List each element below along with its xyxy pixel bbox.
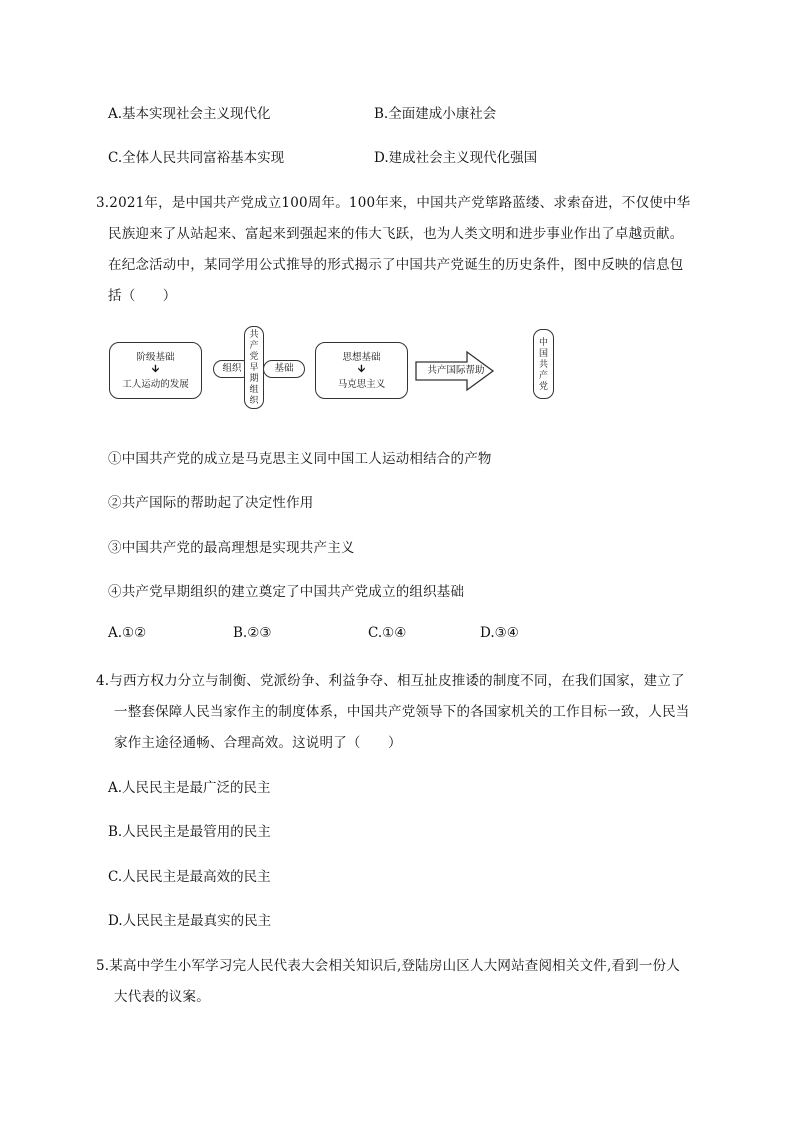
cpc-char: 共 bbox=[538, 360, 548, 370]
q2-option-b: B.全面建成小康社会 bbox=[374, 106, 497, 122]
q5-stem-line-2: 大代表的议案。 bbox=[114, 989, 210, 1005]
thought-basis-content: 马克思主义 bbox=[337, 379, 386, 390]
class-basis-title: 阶级基础 bbox=[136, 352, 175, 363]
q2-option-c: C.全体人民共同富裕基本实现 bbox=[108, 150, 285, 166]
cpc-char: 党 bbox=[538, 382, 548, 392]
cpc-char: 产 bbox=[538, 371, 548, 381]
thought-basis-box bbox=[315, 342, 408, 399]
down-arrow-icon: 🡫 bbox=[357, 364, 366, 375]
class-basis-box bbox=[109, 342, 202, 399]
q3-statement-2: ②共产国际的帮助起了决定性作用 bbox=[108, 495, 314, 511]
q3-statement-3: ③中国共产党的最高理想是实现共产主义 bbox=[108, 540, 355, 556]
q4-option-b: B.人民民主是最管用的民主 bbox=[108, 824, 271, 840]
q3-statement-4: ④共产党早期组织的建立奠定了中国共产党成立的组织基础 bbox=[108, 584, 465, 600]
early-org-char: 党 bbox=[249, 352, 259, 362]
comintern-help-label: 共产国际帮助 bbox=[427, 365, 485, 376]
q3-option-d: D.③④ bbox=[480, 625, 519, 641]
early-org-char: 共 bbox=[249, 330, 259, 340]
organize-pill: 组织 bbox=[213, 360, 251, 378]
q4-stem-line-1: 4.与西方权力分立与制衡、党派纷争、利益争夺、相互扯皮推诿的制度不同，在我们国家，建立了 bbox=[96, 673, 685, 689]
q4-stem-line-3: 家作主途径通畅、合理高效。这说明了（ ） bbox=[114, 735, 402, 751]
thought-basis-title: 思想基础 bbox=[342, 352, 381, 363]
early-org-char: 产 bbox=[249, 341, 259, 351]
cpc-char: 中 bbox=[538, 338, 548, 348]
q3-stem-line-3: 在纪念活动中，某同学用公式推导的形式揭示了中国共产党诞生的历史条件，图中反映的信息包 bbox=[108, 257, 684, 273]
q3-statement-1: ①中国共产党的成立是马克思主义同中国工人运动相结合的产物 bbox=[108, 451, 492, 467]
class-basis-content: 工人运动的发展 bbox=[122, 379, 189, 390]
q4-stem-line-2: 一整套保障人民当家作主的制度体系，中国共产党领导下的各国家机关的工作目标一致，人民当 bbox=[114, 704, 690, 720]
q3-option-a: A.①② bbox=[108, 625, 147, 641]
cpc-char: 国 bbox=[538, 349, 548, 359]
q3-option-c: C.①④ bbox=[368, 625, 407, 641]
q3-stem-line-1: 3.2021年，是中国共产党成立100周年。100年来，中国共产党筚路蓝缕、求索奋进，不仅使中华 bbox=[96, 195, 691, 211]
q4-option-a: A.人民民主是最广泛的民主 bbox=[108, 780, 271, 796]
q4-option-c: C.人民民主是最高效的民主 bbox=[108, 869, 271, 885]
q3-diagram bbox=[109, 326, 559, 411]
q4-option-d: D.人民民主是最真实的民主 bbox=[108, 913, 272, 929]
q2-option-a: A.基本实现社会主义现代化 bbox=[108, 106, 271, 122]
early-org-char: 组 bbox=[249, 385, 259, 395]
q2-option-d: D.建成社会主义现代化强国 bbox=[374, 150, 538, 166]
q3-option-b: B.②③ bbox=[233, 625, 272, 641]
early-org-char: 期 bbox=[249, 374, 259, 384]
early-party-org-box bbox=[244, 326, 264, 409]
q3-stem-line-2: 民族迎来了从站起来、富起来到强起来的伟大飞跃，也为人类文明和进步事业作出了卓越贡献。 bbox=[108, 226, 684, 242]
early-org-char: 织 bbox=[249, 396, 259, 406]
q5-stem-line-1: 5.某高中学生小军学习完人民代表大会相关知识后,登陆房山区人大网站查阅相关文件,看到一份人 bbox=[96, 958, 680, 974]
q3-stem-line-4: 括（ ） bbox=[108, 288, 177, 304]
cpc-box bbox=[533, 329, 554, 399]
foundation-pill: 基础 bbox=[263, 360, 305, 378]
down-arrow-icon: 🡫 bbox=[151, 364, 160, 375]
early-org-char: 早 bbox=[249, 363, 259, 373]
